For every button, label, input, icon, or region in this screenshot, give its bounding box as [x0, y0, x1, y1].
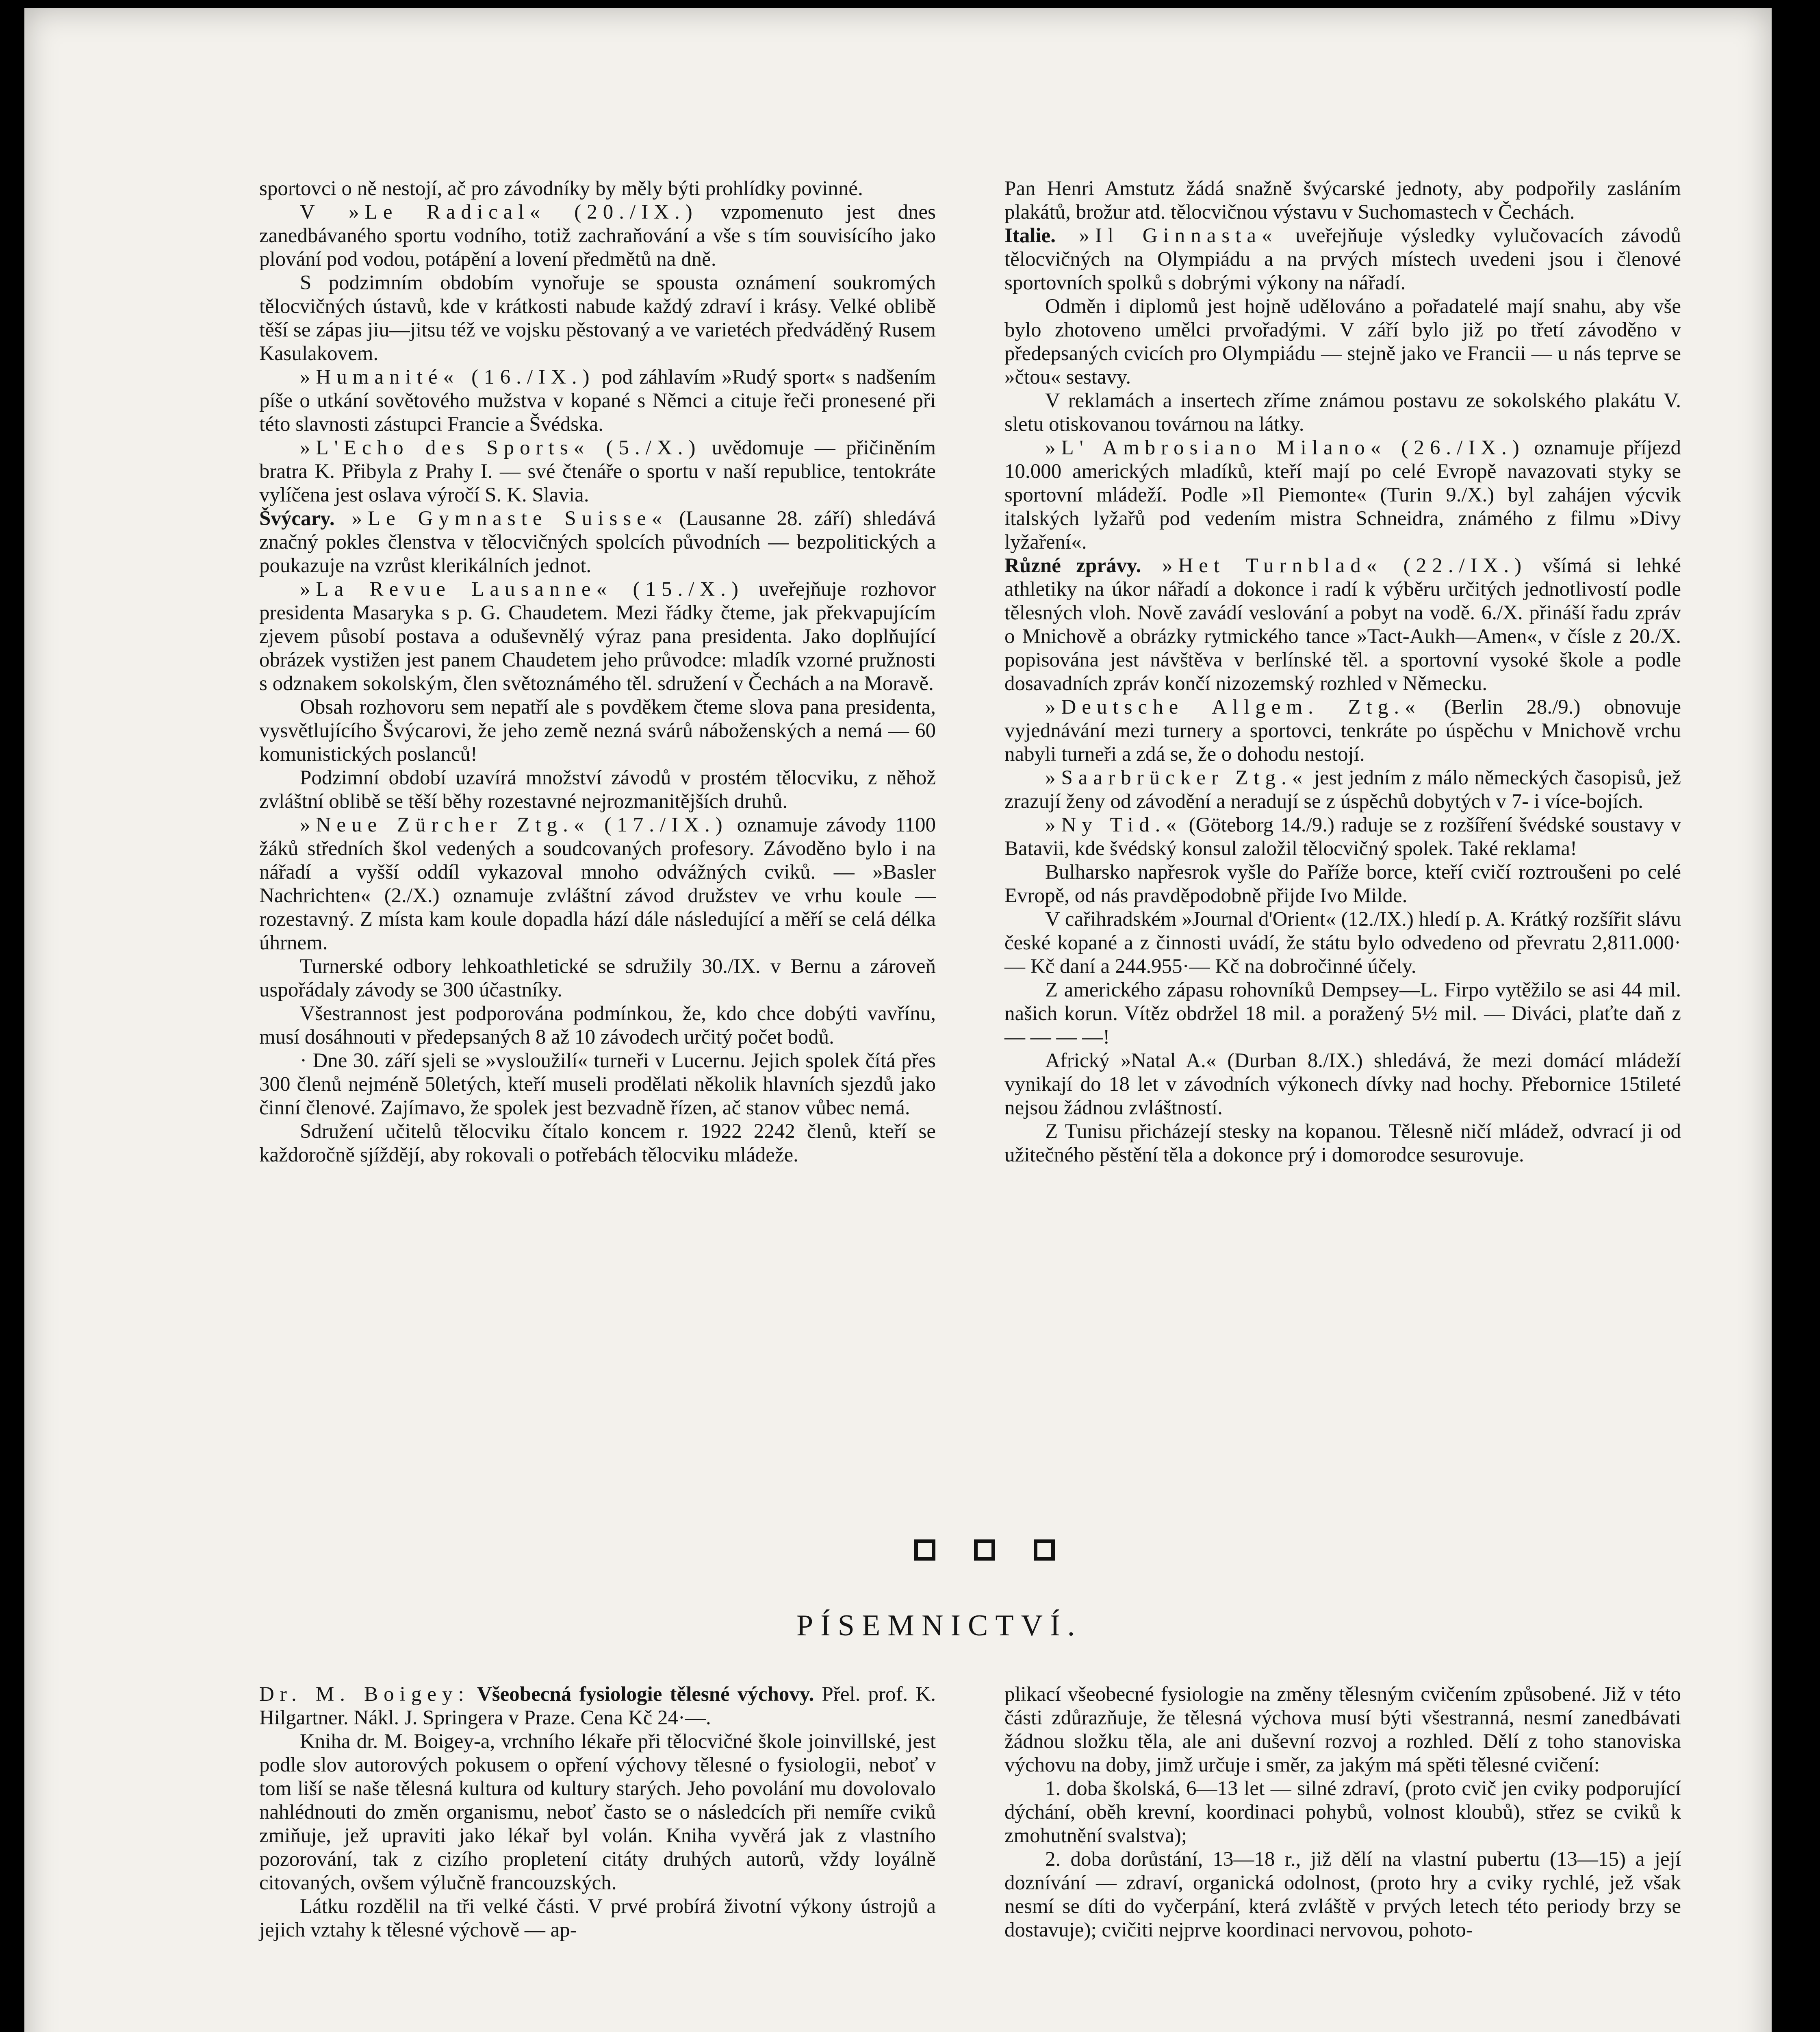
paragraph: Kniha dr. M. Boigey-a, vrchního lékaře při tělocvičné škole joinvillské, jest podle slov autorových pokusem o opření výchovy tělesné o fysiologii, neboť v tom liší se naše tělesná kultura od kultury starých. Jeho povolání mu dovolovalo nahlédnouti do změn organismu, neboť často se o následcích při nemíře cviků zmiňuje, jež upraviti jako lékař byl volán. Kniha vyvěrá jak z vlastního pozorování, tak z cizího propletení citáty druhých autorů, vždy loyálně citovaných, ovšem výlučně francouzských. [259, 1730, 936, 1894]
left-column [259, 177, 936, 1167]
paragraph: Podzimní období uzavírá množství závodů v prostém tělocviku, z něhož zvláštní oblibě se těší běhy rozestavné nejrozmanitějších druhů. [259, 766, 936, 813]
paragraph: Sdružení učitelů tělocviku čítalo koncem r. 1922 2242 členů, kteří se každoročně sjíždějí, aby rokovali o potřebách tělocviku mládeže. [259, 1120, 936, 1166]
paragraph: »Neue Zürcher Ztg.« (17./IX.) oznamuje závody 1100 žáků středních škol vedených a soudcovaných profesory. Závoděno bylo i na nářadí a vyšší oddíl vykazoval mnoho odvážných cviků. — »Basler Nachrichten« (2./X.) oznamuje zvláštní závod družstev ve vrhu koule — rozestavný. Z místa kam koule dopadla hází dále následující a měří se celá délka úhrnem. [259, 814, 936, 954]
paragraph: Různé zprávy. »Het Turnblad« (22./IX.) všímá si lehké athletiky na úkor nářadí a dokonce i radí k výběru určitých jednotlivostí podle tělesných vloh. Nově zavádí veslování a pobyt na vodě. 6./X. přináší řadu zpráv o Mnichově a obrázky rytmického tance »Tact-Aukh—Amen«, v čísle z 20./X. popisována jest návštěva v berlínské těl. a sportovní vysoké škole a podle dosavadních zpráv končí nizozemský rozhled v Německu. [1004, 554, 1681, 695]
right-column [1004, 177, 1681, 1167]
paragraph: Z amerického zápasu rohovníků Dempsey—L. Firpo vytěžilo se asi 44 mil. našich korun. Vítěz obdržel 18 mil. a poražený 5½ mil. — Diváci, plaťte daň z — — — —! [1004, 979, 1681, 1049]
paragraph: »Deutsche Allgem. Ztg.« (Berlin 28./9.) obnovuje vyjednávání mezi turnery a sportovci, tenkráte po úspěchu v Mnichově vrchu nabyli turneři a zdá se, že o dohodu nestojí. [1004, 696, 1681, 766]
paragraph: Africký »Natal A.« (Durban 8./IX.) shledává, že mezi domácí mládeží vynikají do 18 let v závodních výkonech dívky nad hochy. Přebornice 15tileté nejsou žádnou zvláštností. [1004, 1049, 1681, 1119]
scanned-page [24, 8, 1772, 2032]
paragraph: Z Tunisu přicházejí stesky na kopanou. Tělesně ničí mládež, odvrací ji od užitečného pěstění těla a dokonce prý i domorodce sesurovuje. [1004, 1120, 1681, 1166]
section-title: PÍSEMNICTVÍ. [796, 1609, 1082, 1642]
square-ornament-icon [974, 1539, 995, 1561]
paragraph: S podzimním obdobím vynořuje se spousta oznámení soukromých tělocvičných ústavů, kde v krátkosti nabude každý zdraví i krásy. Velké oblibě těší se zápas jiu—jitsu též ve vojsku pěstovaný a ve varietéch předváděný Rusem Kasulakovem. [259, 271, 936, 365]
paragraph: Italie. »Il Ginnasta« uveřejňuje výsledky vylučovacích závodů tělocvičných na Olympiádu a na prvých místech uvedeni jsou i členové sportovních spolků s dobrými výkony na nářadí. [1004, 224, 1681, 294]
paragraph: Všestrannost jest podporována podmínkou, že, kdo chce dobýti vavřínu, musí dosáhnouti v předepsaných 8 až 10 závodech určitý počet bodů. [259, 1002, 936, 1049]
paragraph: V cařihradském »Journal d'Orient« (12./IX.) hledí p. A. Krátký rozšířit slávu české kopané a z činnosti uvádí, že státu bylo odvedeno od převratu 2,811.000·— Kč daní a 244.955·— Kč na dobročinné účely. [1004, 908, 1681, 978]
paragraph: 1. doba školská, 6—13 let — silné zdraví, (proto cvič jen cviky podporující dýchání, oběh krevní, koordinaci pohybů, volnost kloubů), střez se cviků k zmohutnění svalstva); [1004, 1777, 1681, 1847]
paragraph: »Saarbrücker Ztg.« jest jedním z málo německých časopisů, jež zrazují ženy od závodění a neradují se z úspěchů dobytých v 7- i více-bojích. [1004, 766, 1681, 813]
book-review-right-column [1004, 1682, 1681, 1942]
paragraph: Turnerské odbory lehkoathletické se sdružily 30./IX. v Bernu a zároveň uspořádaly závody se 300 účastníky. [259, 955, 936, 1001]
book-citation: Dr. M. Boigey: Všeobecná fysiologie tělesné výchovy. Přel. prof. K. Hilgartner. Nákl. J. Springera v Praze. Cena Kč 24·—. [259, 1683, 936, 1729]
paragraph: V reklamách a insertech zříme známou postavu ze sokolského plakátu V. sletu otiskovanou továrnou na látky. [1004, 389, 1681, 436]
square-ornament-icon [914, 1539, 935, 1561]
paragraph: plikací všeobecné fysiologie na změny tělesným cvičením způsobené. Již v této části zdůrazňuje, že tělesná výchova musí býti všestranná, nesmí zanedbávati žádnou složku těla, ale ani duševní rozvoj a rozhled. Dělí z toho stanoviska výchovu na doby, jimž určuje i směr, za jakým má spěti tělesné cvičení: [1004, 1683, 1681, 1776]
paragraph: Obsah rozhovoru sem nepatří ale s povděkem čteme slova pana presidenta, vysvětlujícího Švýcarovi, že jeho země nezná svárů náboženských a nemá — 60 komunistických poslanců! [259, 696, 936, 766]
book-review-left-column [259, 1682, 936, 1942]
paragraph: »La Revue Lausanne« (15./X.) uveřejňuje rozhovor presidenta Masaryka s p. G. Chaudetem. Mezi řádky čteme, jak překvapujícím zjevem působí postava a oduševnělý výraz pana presidenta. Jako doplňující obrázek vystižen jest panem Chaudetem jeho průvodce: mladík vzorné pružnosti s odznakem sokolským, člen světoznámého těl. sdružení v Čechách a na Moravě. [259, 578, 936, 695]
paragraph: Odměn i diplomů jest hojně udělováno a pořadatelé mají snahu, aby vše bylo zhotoveno umělci prvořadými. V září bylo již po třetí závoděno v předepsaných cvicích pro Olympiádu — stejně jako ve Francii — u nás teprve se »čtou« sestavy. [1004, 295, 1681, 389]
paragraph: sportovci o ně nestojí, ač pro závodníky by měly býti prohlídky povinné. [259, 177, 863, 200]
paragraph: Látku rozdělil na tři velké části. V prvé probírá životní výkony ústrojů a jejich vztahy k tělesné výchově — ap- [259, 1895, 936, 1941]
section-divider [914, 1539, 1055, 1561]
paragraph: »L' Ambrosiano Milano« (26./IX.) oznamuje příjezd 10.000 amerických mladíků, kteří mají po celé Evropě navazovati styky se sportovní mládeží. Podle »Il Piemonte« (Turin 9./X.) byl zahájen výcvik italských lyžařů pod vedením mistra Schneidra, známého z filmu »Divy lyžaření«. [1004, 436, 1681, 554]
paragraph: »L'Echo des Sports« (5./X.) uvědomuje — přičiněním bratra K. Přibyla z Prahy I. — své čtenáře o sportu v naší republice, tentokráte vylíčena jest oslava výročí S. K. Slavia. [259, 436, 936, 506]
paragraph: Švýcary. »Le Gymnaste Suisse« (Lausanne 28. září) shledává značný pokles členstva v tělocvičných spolcích původních — bezpolitických a poukazuje na vzrůst klerikálních jednot. [259, 507, 936, 577]
square-ornament-icon [1034, 1539, 1055, 1561]
paragraph: · Dne 30. září sjeli se »vysloužilí« turneři v Lucernu. Jejich spolek čítá přes 300 členů nejméně 50letých, kteří museli prodělati několik hlavních sjezdů jako činní členové. Zajímavo, že spolek jest bezvadně řízen, ač stanov vůbec nemá. [259, 1049, 936, 1119]
paragraph: 2. doba dorůstání, 13—18 r., již dělí na vlastní pubertu (13—15) a její doznívání — zdraví, organická odolnost, (proto hry a cviky rychlé, jež však nesmí se díti do vyčerpání, která zvláště v prvých letech této periody brzy se dostavuje); cvičiti nejprve koordinaci nervovou, pohoto- [1004, 1848, 1681, 1941]
paragraph: Pan Henri Amstutz žádá snažně švýcarské jednoty, aby podpořily zasláním plakátů, brožur atd. tělocvičnou výstavu v Suchomastech v Čechách. [1004, 177, 1681, 224]
paragraph: »Humanité« (16./IX.) pod záhlavím »Rudý sport« s nadšením píše o utkání sovětového mužstva v kopané s Němci a cituje řeči pronesené při této slavnosti zástupci Francie a Švédska. [259, 366, 936, 436]
paragraph: Bulharsko napřesrok vyšle do Paříže borce, kteří cvičí roztroušeni po celé Evropě, od nás pravděpodobně přijde Ivo Milde. [1004, 861, 1681, 907]
paragraph: V »Le Radical« (20./IX.) vzpomenuto jest dnes zanedbávaného sportu vodního, totiž zachraňování a vše s tím souvisícího jako plování pod vodou, potápění a lovení předmětů na dně. [259, 201, 936, 271]
paragraph: »Ny Tid.« (Göteborg 14./9.) raduje se z rozšíření švédské soustavy v Batavii, kde švédský konsul založil tělocvičný spolek. Také reklama! [1004, 814, 1681, 860]
